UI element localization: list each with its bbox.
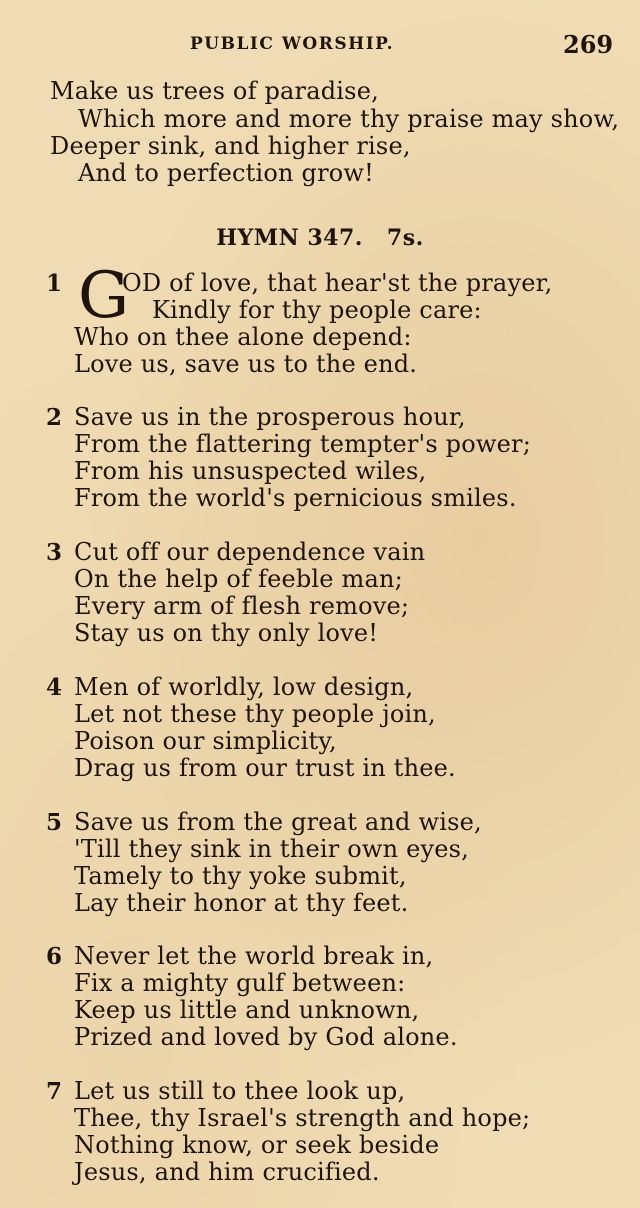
verse-line: OD of love, that hear'st the prayer, [122, 269, 553, 297]
stanza-number: 5 [46, 809, 63, 836]
verse-line: Lay their honor at thy feet. [74, 889, 409, 917]
drop-cap: G [78, 259, 130, 333]
stanza-number: 7 [46, 1078, 63, 1105]
verse-line: From the world's pernicious smiles. [74, 484, 517, 512]
verse-line: Kindly for thy people care: [152, 296, 482, 324]
verse-line: Which more and more thy praise may show, [78, 105, 620, 133]
stanza-number: 6 [46, 943, 63, 970]
verse-line: Who on thee alone depend: [74, 323, 412, 351]
verse-line: Keep us little and unknown, [74, 996, 420, 1024]
verse-line: 'Till they sink in their own eyes, [74, 835, 470, 863]
hymn-meter: 7s. [386, 225, 424, 251]
running-title: PUBLIC WORSHIP. [190, 34, 395, 54]
verse-line: Cut off our dependence vain [74, 538, 426, 566]
hymn-title: HYMN 347. [216, 225, 363, 251]
verse-line: Never let the world break in, [74, 942, 434, 970]
verse-line: Thee, thy Israel's strength and hope; [74, 1104, 531, 1132]
verse-line: Save us in the prosperous hour, [74, 403, 466, 431]
stanza-number: 2 [46, 404, 63, 431]
stanza-number: 4 [46, 674, 63, 701]
stanza-number: 1 [46, 270, 63, 297]
verse-line: Make us trees of paradise, [50, 77, 379, 105]
verse-line: Let us still to thee look up, [74, 1077, 406, 1105]
verse-line: Stay us on thy only love! [74, 619, 379, 647]
verse-line: Fix a mighty gulf between: [74, 969, 406, 997]
verse-line: From the flattering tempter's power; [74, 430, 532, 458]
verse-line: And to perfection grow! [78, 159, 374, 187]
verse-line: Nothing know, or seek beside [74, 1131, 440, 1159]
verse-line: Poison our simplicity, [74, 727, 337, 755]
verse-line: Every arm of flesh remove; [74, 592, 410, 620]
verse-line: Men of worldly, low design, [74, 673, 414, 701]
verse-line: Tamely to thy yoke submit, [74, 862, 407, 890]
verse-line: Prized and loved by God alone. [74, 1023, 458, 1051]
verse-line: Deeper sink, and higher rise, [50, 132, 411, 160]
page-number: 269 [563, 30, 614, 59]
verse-line: Save us from the great and wise, [74, 808, 482, 836]
verse-line: On the help of feeble man; [74, 565, 403, 593]
verse-line: Jesus, and him crucified. [74, 1158, 380, 1186]
hymn-heading [0, 225, 640, 251]
verse-line: Love us, save us to the end. [74, 350, 418, 378]
page-header [0, 30, 640, 60]
stanza-number: 3 [46, 539, 63, 566]
verse-line: Let not these thy people join, [74, 700, 436, 728]
verse-line: Drag us from our trust in thee. [74, 754, 456, 782]
verse-line: From his unsuspected wiles, [74, 457, 427, 485]
